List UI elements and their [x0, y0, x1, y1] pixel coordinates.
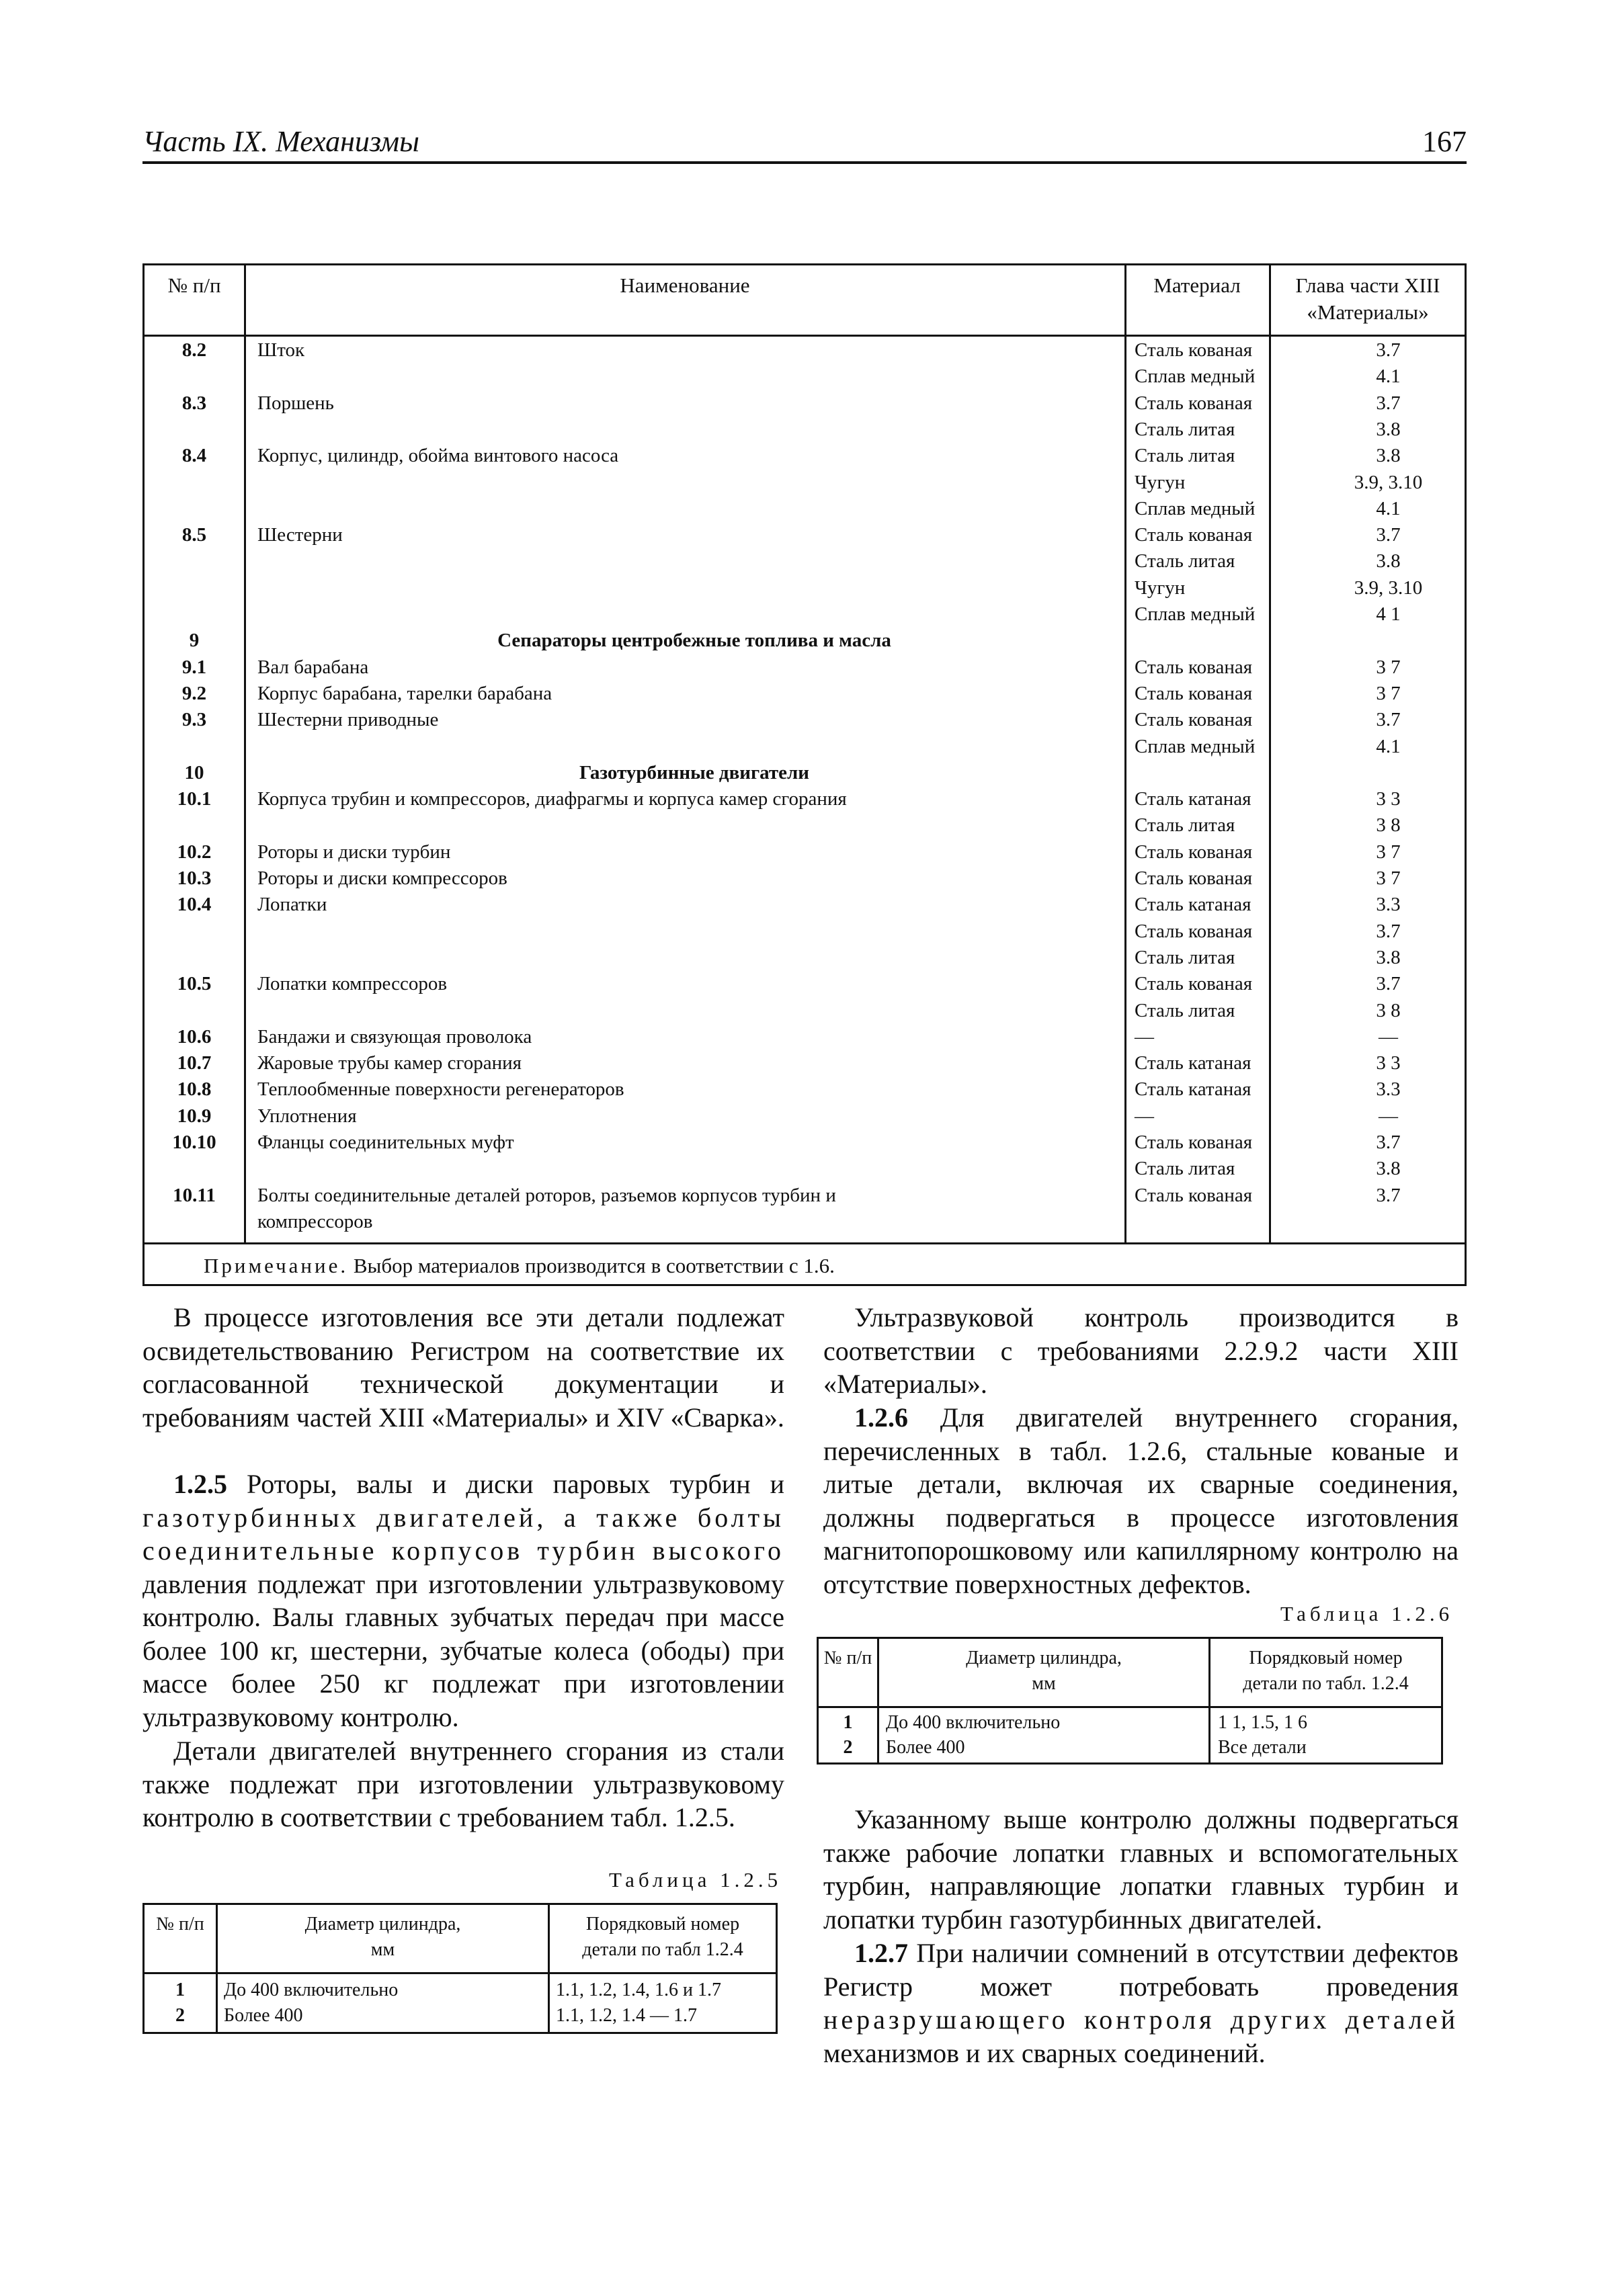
- table-1-2-6: [817, 1637, 1443, 1764]
- row-material: Сталь кованая: [1135, 339, 1253, 361]
- row-name: компрессоров: [257, 1211, 373, 1232]
- row-order: 1 1, 1.5, 1 6: [1218, 1712, 1307, 1733]
- row-material: Сплав медный: [1135, 498, 1256, 519]
- header-num: № п/п: [156, 1914, 204, 1934]
- header-material: Материал: [1153, 273, 1241, 297]
- section-title: Часть IX. Механизмы: [142, 125, 419, 158]
- row-chapter: 3.7: [1376, 339, 1401, 361]
- row-num: 1: [843, 1712, 853, 1733]
- row-material: Сталь кованая: [1135, 524, 1253, 546]
- note-label: Примечание.: [204, 1254, 349, 1277]
- row-chapter: —: [1379, 1105, 1398, 1127]
- row-name: Фланцы соединительных муфт: [257, 1132, 514, 1153]
- row-name: Жаровые трубы камер сгорания: [257, 1052, 522, 1074]
- clause-number: 1.2.6: [854, 1402, 908, 1433]
- header-order-2: детали по табл. 1.2.4: [1243, 1673, 1409, 1694]
- row-diameter: До 400 включительно: [224, 1980, 399, 2000]
- clause-text: При наличии сомнений в отсутствии дефектов Регистр может потребовать проведения: [823, 1938, 1459, 2002]
- row-chapter: 3 8: [1376, 814, 1401, 836]
- row-material: Сталь кованая: [1135, 683, 1253, 704]
- row-name: Корпуса трубин и компрессоров, диафрагмы и корпуса камер сгорания: [257, 788, 847, 810]
- header-divider: [145, 1972, 776, 1974]
- row-num: 1: [175, 1980, 185, 2000]
- paragraph-ultrasonic: Ультразвуковой контроль производится в соответствии с требованиями 2.2.9.2 части XIII «Материалы».: [823, 1302, 1459, 1399]
- row-chapter: 3 7: [1376, 656, 1401, 678]
- header-diameter-unit: мм: [370, 1939, 395, 1960]
- row-material: Сплав медный: [1135, 736, 1256, 757]
- paragraph-1-2-6: [823, 1401, 1459, 1601]
- row-number: 10.11: [173, 1185, 216, 1206]
- row-number: 10.9: [177, 1105, 212, 1127]
- row-number: 10.10: [172, 1132, 216, 1153]
- materials-table: [142, 263, 1467, 1286]
- row-order: 1.1, 1.2, 1.4 — 1.7: [556, 2005, 697, 2026]
- row-chapter: 3.8: [1376, 947, 1401, 968]
- row-diameter: Более 400: [224, 2005, 303, 2026]
- row-name: Корпус барабана, тарелки барабана: [257, 683, 552, 704]
- clause-text: Для двигателей внутреннего сгорания, перечисленных в табл. 1.2.6, стальные кованые и литые детали, включая их сварные соединения, должны подвергаться в процессе изготовления магнитопорошковому или капиллярному контролю на отсутствие поверхностных дефектов.: [823, 1402, 1459, 1599]
- row-chapter: 3.7: [1376, 524, 1401, 546]
- row-material: Сталь литая: [1135, 445, 1235, 466]
- row-chapter: 4.1: [1376, 366, 1401, 387]
- row-material: Сталь катаная: [1135, 1078, 1251, 1100]
- row-material: Сталь литая: [1135, 814, 1235, 836]
- row-material: Сплав медный: [1135, 603, 1256, 625]
- row-name: Бандажи и связующая проволока: [257, 1026, 532, 1048]
- row-chapter: 3.7: [1376, 709, 1401, 730]
- clause-number: 1.2.5: [173, 1469, 227, 1499]
- row-number: 10.7: [177, 1052, 212, 1074]
- row-material: —: [1135, 1105, 1154, 1127]
- row-chapter: 3.3: [1376, 1078, 1401, 1100]
- paragraph-1-2-5: [142, 1468, 784, 1734]
- row-name: Поршень: [257, 392, 334, 414]
- header-divider: [145, 335, 1465, 337]
- row-name: Шестерни: [257, 524, 343, 546]
- row-name: Вал барабана: [257, 656, 369, 678]
- table-1-2-5-caption: Таблица 1.2.5: [609, 1868, 782, 1891]
- row-number: 8.2: [181, 339, 207, 361]
- row-material: Сталь катаная: [1135, 788, 1251, 810]
- row-chapter: 4 1: [1376, 603, 1401, 625]
- paragraph-inspection: В процессе изготовления все эти детали подлежат освидетельствованию Регистром на соответствие их согласованной технической документации и требованиям частей XIII «Материалы» и XIV «Сварка».: [142, 1302, 784, 1433]
- row-chapter: 3 7: [1376, 867, 1401, 889]
- row-number: 10.2: [177, 841, 212, 863]
- clause-text-tail: механизмов и их сварных соединений.: [823, 2037, 1266, 2068]
- section-heading: Сепараторы центробежные топлива и масла: [497, 630, 891, 651]
- row-chapter: 3.8: [1376, 550, 1401, 572]
- row-number: 10.8: [177, 1078, 212, 1100]
- row-material: Сталь кованая: [1135, 973, 1253, 994]
- row-chapter: 3.9, 3.10: [1354, 577, 1423, 599]
- row-material: Сталь кованая: [1135, 1185, 1253, 1206]
- row-chapter: 3.7: [1376, 973, 1401, 994]
- row-num: 2: [175, 2005, 185, 2026]
- row-number: 9.1: [181, 656, 207, 678]
- row-material: Сталь кованая: [1135, 392, 1253, 414]
- header-divider: [819, 1706, 1441, 1708]
- row-chapter: 4.1: [1376, 498, 1401, 519]
- row-number: 9.3: [181, 709, 207, 730]
- row-material: Сплав медный: [1135, 366, 1256, 387]
- table-note: [204, 1254, 835, 1278]
- row-diameter: До 400 включительно: [886, 1712, 1061, 1733]
- row-number: 10.5: [177, 973, 212, 994]
- note-text: Выбор материалов производится в соответствии с 1.6.: [353, 1254, 835, 1277]
- row-name: Лопатки: [257, 894, 327, 915]
- col-divider: [244, 265, 246, 1242]
- header-num: № п/п: [823, 1648, 872, 1668]
- row-number: 10.4: [177, 894, 212, 915]
- row-chapter: 3.3: [1376, 894, 1401, 915]
- paragraph-1-2-7: [823, 1937, 1459, 2070]
- row-number: 8.4: [181, 445, 207, 466]
- row-name: Роторы и диски турбин: [257, 841, 451, 863]
- row-name: Болты соединительные деталей роторов, разъемов корпусов турбин и: [257, 1185, 836, 1206]
- row-material: —: [1135, 1026, 1154, 1048]
- row-chapter: 4.1: [1376, 736, 1401, 757]
- row-chapter: 3.7: [1376, 1185, 1401, 1206]
- row-chapter: 3.8: [1376, 419, 1401, 440]
- row-name: Корпус, цилиндр, обойма винтового насоса: [257, 445, 619, 466]
- row-chapter: 3.7: [1376, 1132, 1401, 1153]
- row-material: Сталь кованая: [1135, 656, 1253, 678]
- section-heading: Газотурбинные двигатели: [579, 762, 809, 783]
- row-number: 8.3: [181, 392, 207, 414]
- row-number: 10.1: [177, 788, 212, 810]
- clause-text-spaced: газотурбинных двигателей, а также болты соединительные корпусов турбин высокого: [142, 1502, 784, 1566]
- row-material: Сталь литая: [1135, 419, 1235, 440]
- row-name: Лопатки компрессоров: [257, 973, 448, 994]
- header-diameter-unit: мм: [1032, 1673, 1056, 1694]
- note-divider: [145, 1242, 1465, 1244]
- row-chapter: 3.8: [1376, 1158, 1401, 1179]
- row-order: Все детали: [1218, 1737, 1307, 1758]
- row-material: Сталь литая: [1135, 550, 1235, 572]
- row-chapter: 3.7: [1376, 392, 1401, 414]
- row-material: Сталь кованая: [1135, 709, 1253, 730]
- row-number: 10.3: [177, 867, 212, 889]
- row-number: 9: [189, 630, 200, 651]
- row-chapter: 3 8: [1376, 1000, 1401, 1021]
- table-1-2-6-caption: Таблица 1.2.6: [1280, 1602, 1454, 1625]
- header-name: Наименование: [620, 273, 750, 297]
- row-material: Чугун: [1135, 577, 1186, 599]
- row-chapter: 3 3: [1376, 1052, 1401, 1074]
- header-chapter: Глава части XIII «Материалы»: [1295, 273, 1440, 324]
- row-name: Шток: [257, 339, 305, 361]
- paragraph-blades: Указанному выше контролю должны подвергаться также рабочие лопатки главных и вспомогательных турбин, направляющие лопатки главных турбин и лопатки турбин газотурбинных двигателей.: [823, 1804, 1459, 1934]
- page-header: [142, 126, 1467, 164]
- row-name: Шестерни приводные: [257, 709, 439, 730]
- row-chapter: 3.7: [1376, 921, 1401, 942]
- header-diameter: Диаметр цилиндра,: [966, 1648, 1122, 1668]
- row-material: Сталь литая: [1135, 1000, 1235, 1021]
- clause-number: 1.2.7: [854, 1938, 908, 1968]
- clause-text-tail: давления подлежат при изготовлении ультразвуковому контролю. Валы главных зубчатых передач при массе более 100 кг, шестерни, зубчатые колеса (ободы) при массе более 250 кг подлежат при изготовлении ультразвуковому контролю.: [142, 1568, 784, 1732]
- row-num: 2: [843, 1737, 853, 1758]
- row-material: Сталь литая: [1135, 947, 1235, 968]
- row-chapter: 3 7: [1376, 683, 1401, 704]
- header-num: № п/п: [167, 273, 221, 297]
- row-number: 8.5: [181, 524, 207, 546]
- header-order-2: детали по табл 1.2.4: [582, 1939, 743, 1960]
- row-name: Уплотнения: [257, 1105, 357, 1127]
- header-order: Порядковый номер: [1249, 1648, 1403, 1668]
- row-material: Сталь литая: [1135, 1158, 1235, 1179]
- row-name: Роторы и диски компрессоров: [257, 867, 507, 889]
- row-chapter: 3 3: [1376, 788, 1401, 810]
- row-material: Сталь кованая: [1135, 1132, 1253, 1153]
- row-material: Чугун: [1135, 472, 1186, 493]
- row-name: Теплообменные поверхности регенераторов: [257, 1078, 624, 1100]
- row-diameter: Более 400: [886, 1737, 965, 1758]
- row-chapter: 3 7: [1376, 841, 1401, 863]
- page-number: 167: [1422, 125, 1467, 158]
- paragraph-ice-parts: Детали двигателей внутреннего сгорания из стали также подлежат при изготовлении ультразвуковому контролю в соответствии с требованием табл. 1.2.5.: [142, 1736, 784, 1832]
- header-order: Порядковый номер: [585, 1914, 740, 1934]
- col-divider: [1124, 265, 1126, 1242]
- row-material: Сталь кованая: [1135, 867, 1253, 889]
- row-number: 9.2: [181, 683, 207, 704]
- row-order: 1.1, 1.2, 1.4, 1.6 и 1.7: [556, 1980, 721, 2000]
- row-chapter: 3.9, 3.10: [1354, 472, 1423, 493]
- row-number: 10.6: [177, 1026, 212, 1048]
- row-material: Сталь кованая: [1135, 841, 1253, 863]
- row-chapter: —: [1379, 1026, 1398, 1048]
- row-chapter: 3.8: [1376, 445, 1401, 466]
- clause-text-spaced: неразрушающего контроля других деталей: [823, 2004, 1459, 2035]
- header-diameter: Диаметр цилиндра,: [304, 1914, 461, 1934]
- table-1-2-5: [142, 1903, 778, 2034]
- row-material: Сталь катаная: [1135, 1052, 1251, 1074]
- clause-text: Роторы, валы и диски паровых турбин и: [247, 1469, 785, 1499]
- row-material: Сталь кованая: [1135, 921, 1253, 942]
- row-number: 10: [184, 762, 204, 783]
- row-material: Сталь катаная: [1135, 894, 1251, 915]
